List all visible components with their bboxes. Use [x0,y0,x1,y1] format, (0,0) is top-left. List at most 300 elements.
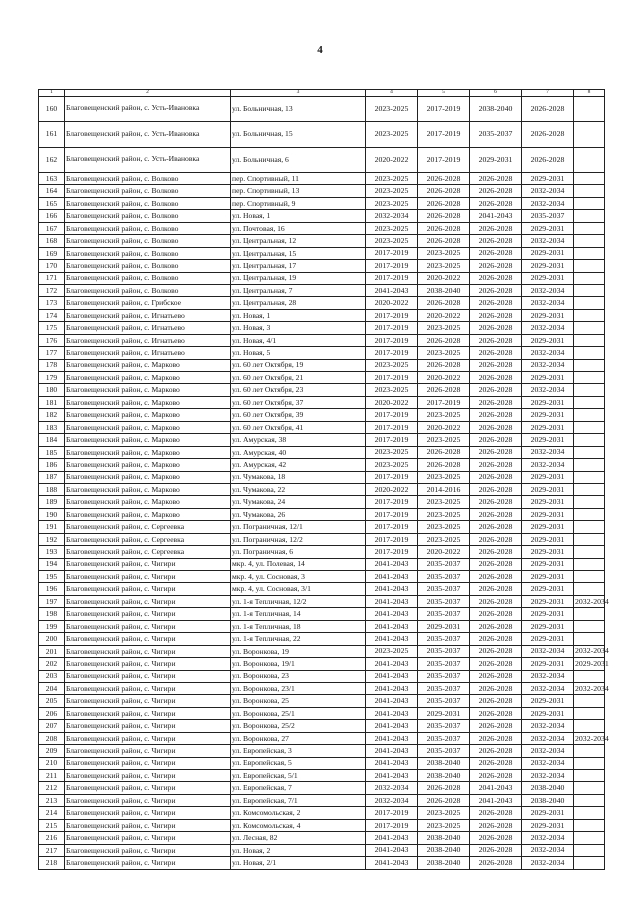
period-cell-5 [574,96,605,122]
period-cell-1: 2017-2019 [366,322,418,334]
period-cell-3: 2026-2028 [470,844,522,856]
period-cell-3: 2026-2028 [470,347,522,359]
street-cell: ул. 1-я Тепличная, 14 [231,608,366,620]
period-cell-4: 2029-2031 [522,334,574,346]
street-cell: ул. Центральная, 12 [231,235,366,247]
period-cell-2: 2038-2040 [418,757,470,769]
row-number: 201 [39,645,65,657]
period-cell-4: 2032-2034 [522,670,574,682]
table-row [39,732,605,744]
table-row [39,372,605,384]
period-cell-4: 2038-2040 [522,794,574,806]
schedule-table [38,89,609,870]
table-row [39,122,605,148]
period-cell-5: 2029-2031 [574,658,605,670]
period-cell-4: 2032-2034 [522,284,574,296]
period-cell-5 [574,359,605,371]
period-cell-4: 2032-2034 [522,235,574,247]
table-row [39,571,605,583]
period-cell-4: 2032-2034 [522,459,574,471]
district-cell: Благовещенский район, с. Чигири [65,770,231,782]
table-row [39,832,605,844]
table-row [39,409,605,421]
district-cell: Благовещенский район, с. Марково [65,459,231,471]
period-cell-3: 2026-2028 [470,334,522,346]
street-cell: ул. Европейская, 5/1 [231,770,366,782]
period-cell-2: 2029-2031 [418,620,470,632]
period-cell-2: 2026-2028 [418,185,470,197]
district-cell: Благовещенский район, с. Чигири [65,645,231,657]
period-cell-4: 2029-2031 [522,583,574,595]
street-cell: ул. Новая, 4/1 [231,334,366,346]
table-row [39,147,605,173]
street-cell: мкр. 4, ул. Сосновая, 3 [231,571,366,583]
period-cell-3: 2026-2028 [470,832,522,844]
row-number: 171 [39,272,65,284]
period-cell-4: 2032-2034 [522,347,574,359]
row-number: 160 [39,96,65,122]
row-number: 175 [39,322,65,334]
row-number: 188 [39,483,65,495]
table-row [39,844,605,856]
period-cell-2: 2035-2037 [418,670,470,682]
period-cell-3: 2026-2028 [470,446,522,458]
period-cell-1: 2017-2019 [366,309,418,321]
row-number: 177 [39,347,65,359]
period-cell-4: 2029-2031 [522,483,574,495]
table-row [39,633,605,645]
period-cell-2: 2038-2040 [418,832,470,844]
period-cell-5 [574,807,605,819]
period-cell-1: 2041-2043 [366,608,418,620]
district-cell: Благовещенский район, с. Марково [65,446,231,458]
street-cell: ул. 60 лет Октября, 37 [231,396,366,408]
row-number: 183 [39,421,65,433]
period-cell-4: 2026-2028 [522,122,574,148]
period-cell-2: 2035-2037 [418,583,470,595]
district-cell: Благовещенский район, с. Чигири [65,844,231,856]
row-number: 162 [39,147,65,173]
street-cell: ул. Чумакова, 22 [231,483,366,495]
period-cell-1: 2041-2043 [366,284,418,296]
period-cell-4: 2029-2031 [522,173,574,185]
period-cell-3: 2026-2028 [470,695,522,707]
street-cell: ул. Европейская, 7 [231,782,366,794]
district-cell: Благовещенский район, с. Волково [65,260,231,272]
row-number: 189 [39,496,65,508]
district-cell: Благовещенский район, с. Марково [65,372,231,384]
period-cell-5 [574,297,605,309]
period-cell-4: 2026-2028 [522,96,574,122]
period-cell-2: 2035-2037 [418,720,470,732]
period-cell-1: 2017-2019 [366,334,418,346]
row-number: 198 [39,608,65,620]
district-cell: Благовещенский район, с. Марково [65,359,231,371]
table-row [39,620,605,632]
period-cell-2: 2026-2028 [418,173,470,185]
period-cell-3: 2026-2028 [470,595,522,607]
district-cell: Благовещенский район, с. Чигири [65,558,231,570]
street-cell: ул. 1-я Тепличная, 12/2 [231,595,366,607]
row-number: 194 [39,558,65,570]
period-cell-2: 2020-2022 [418,546,470,558]
period-cell-1: 2020-2022 [366,483,418,495]
table-row [39,421,605,433]
row-number: 204 [39,682,65,694]
table-row [39,197,605,209]
table-row [39,235,605,247]
street-cell: ул. Почтовая, 16 [231,222,366,234]
district-cell: Благовещенский район, с. Чигири [65,583,231,595]
row-number: 167 [39,222,65,234]
row-number: 205 [39,695,65,707]
row-number: 217 [39,844,65,856]
row-number: 214 [39,807,65,819]
period-cell-4: 2032-2034 [522,832,574,844]
period-cell-1: 2017-2019 [366,421,418,433]
district-cell: Благовещенский район, с. Марково [65,396,231,408]
street-cell: ул. Центральная, 17 [231,260,366,272]
table-row [39,521,605,533]
period-cell-1: 2017-2019 [366,508,418,520]
district-cell: Благовещенский район, с. Чигири [65,670,231,682]
period-cell-4: 2029-2031 [522,496,574,508]
street-cell: пер. Спортивный, 11 [231,173,366,185]
table-row [39,670,605,682]
row-number: 209 [39,745,65,757]
table-row [39,782,605,794]
table-row [39,173,605,185]
period-cell-5 [574,533,605,545]
street-cell: ул. Больничная, 15 [231,122,366,148]
period-cell-1: 2020-2022 [366,147,418,173]
table-row [39,608,605,620]
period-cell-4: 2032-2034 [522,720,574,732]
street-cell: ул. Пограничная, 12/2 [231,533,366,545]
period-cell-5 [574,222,605,234]
district-cell: Благовещенский район, с. Чигири [65,620,231,632]
period-cell-5 [574,819,605,831]
period-cell-5 [574,173,605,185]
street-cell: мкр. 4, ул. Сосновая, 3/1 [231,583,366,595]
street-cell: пер. Спортивный, 9 [231,197,366,209]
street-cell: ул. Европейская, 7/1 [231,794,366,806]
period-cell-3: 2026-2028 [470,496,522,508]
table-row [39,396,605,408]
period-cell-3: 2026-2028 [470,260,522,272]
column-header: 3 [231,90,366,97]
period-cell-1: 2041-2043 [366,832,418,844]
period-cell-2: 2026-2028 [418,446,470,458]
period-cell-3: 2026-2028 [470,309,522,321]
period-cell-2: 2035-2037 [418,595,470,607]
period-cell-5 [574,409,605,421]
table-row [39,720,605,732]
period-cell-1: 2032-2034 [366,794,418,806]
period-cell-4: 2032-2034 [522,197,574,209]
period-cell-2: 2035-2037 [418,745,470,757]
period-cell-1: 2023-2025 [366,645,418,657]
period-cell-2: 2029-2031 [418,707,470,719]
period-cell-4: 2029-2031 [522,658,574,670]
period-cell-5 [574,247,605,259]
period-cell-1: 2017-2019 [366,260,418,272]
district-cell: Благовещенский район, с. Волково [65,247,231,259]
period-cell-2: 2023-2025 [418,260,470,272]
period-cell-2: 2035-2037 [418,682,470,694]
period-cell-2: 2017-2019 [418,396,470,408]
period-cell-4: 2029-2031 [522,409,574,421]
period-cell-3: 2026-2028 [470,658,522,670]
street-cell: ул. Центральная, 28 [231,297,366,309]
period-cell-2: 2020-2022 [418,372,470,384]
period-cell-5 [574,707,605,719]
row-number: 163 [39,173,65,185]
row-number: 199 [39,620,65,632]
period-cell-2: 2020-2022 [418,272,470,284]
street-cell: ул. Новая, 1 [231,210,366,222]
period-cell-1: 2023-2025 [366,446,418,458]
period-cell-5 [574,496,605,508]
street-cell: ул. 60 лет Октября, 21 [231,372,366,384]
street-cell: ул. Пограничная, 6 [231,546,366,558]
period-cell-2: 2026-2028 [418,197,470,209]
period-cell-5 [574,794,605,806]
district-cell: Благовещенский район, с. Волково [65,272,231,284]
period-cell-1: 2017-2019 [366,372,418,384]
period-cell-2: 2026-2028 [418,459,470,471]
column-header: 2 [65,90,231,97]
street-cell: ул. Комсомольская, 4 [231,819,366,831]
street-cell: ул. Комсомольская, 2 [231,807,366,819]
period-cell-5 [574,309,605,321]
period-cell-3: 2041-2043 [470,782,522,794]
period-cell-1: 2041-2043 [366,620,418,632]
period-cell-2: 2038-2040 [418,857,470,869]
row-number: 192 [39,533,65,545]
period-cell-1: 2017-2019 [366,521,418,533]
district-cell: Благовещенский район, с. Марково [65,471,231,483]
street-cell: ул. 60 лет Октября, 39 [231,409,366,421]
period-cell-3: 2026-2028 [470,857,522,869]
period-cell-4: 2029-2031 [522,309,574,321]
district-cell: Благовещенский район, с. Чигири [65,658,231,670]
period-cell-5 [574,384,605,396]
period-cell-3: 2026-2028 [470,322,522,334]
period-cell-2: 2023-2025 [418,409,470,421]
period-cell-3: 2026-2028 [470,372,522,384]
row-number: 172 [39,284,65,296]
period-cell-1: 2032-2034 [366,210,418,222]
period-cell-5 [574,334,605,346]
period-cell-3: 2026-2028 [470,533,522,545]
street-cell: ул. 1-я Тепличная, 18 [231,620,366,632]
period-cell-3: 2026-2028 [470,583,522,595]
period-cell-1: 2041-2043 [366,583,418,595]
period-cell-5 [574,122,605,148]
table-row [39,222,605,234]
period-cell-3: 2026-2028 [470,459,522,471]
period-cell-5 [574,471,605,483]
period-cell-2: 2023-2025 [418,471,470,483]
period-cell-2: 2026-2028 [418,210,470,222]
period-cell-2: 2035-2037 [418,645,470,657]
period-cell-3: 2026-2028 [470,620,522,632]
period-cell-5 [574,483,605,495]
period-cell-3: 2041-2043 [470,210,522,222]
period-cell-2: 2035-2037 [418,732,470,744]
table-row [39,322,605,334]
row-number: 190 [39,508,65,520]
period-cell-4: 2032-2034 [522,844,574,856]
district-cell: Благовещенский район, с. Чигири [65,832,231,844]
table-row [39,359,605,371]
period-cell-1: 2041-2043 [366,707,418,719]
period-cell-4: 2029-2031 [522,571,574,583]
street-cell: ул. Амурская, 38 [231,434,366,446]
row-number: 169 [39,247,65,259]
table-row [39,347,605,359]
period-cell-3: 2026-2028 [470,608,522,620]
street-cell: ул. Чумакова, 24 [231,496,366,508]
table-row [39,334,605,346]
district-cell: Благовещенский район, с. Марково [65,508,231,520]
period-cell-4: 2029-2031 [522,620,574,632]
street-cell: ул. Центральная, 19 [231,272,366,284]
period-cell-4: 2029-2031 [522,471,574,483]
street-cell: ул. 60 лет Октября, 23 [231,384,366,396]
period-cell-2: 2023-2025 [418,508,470,520]
period-cell-5: 2032-2034 [574,595,605,607]
period-cell-5 [574,745,605,757]
period-cell-3: 2026-2028 [470,670,522,682]
district-cell: Благовещенский район, с. Чигири [65,707,231,719]
table-row [39,272,605,284]
period-cell-1: 2023-2025 [366,122,418,148]
street-cell: ул. Европейская, 5 [231,757,366,769]
table-row [39,757,605,769]
row-number: 181 [39,396,65,408]
period-cell-5 [574,720,605,732]
table-row [39,770,605,782]
period-cell-5 [574,260,605,272]
period-cell-5 [574,583,605,595]
street-cell: ул. Центральная, 7 [231,284,366,296]
district-cell: Благовещенский район, с. Волково [65,173,231,185]
period-cell-5 [574,558,605,570]
row-number: 168 [39,235,65,247]
period-cell-5 [574,446,605,458]
period-cell-3: 2029-2031 [470,147,522,173]
period-cell-1: 2032-2034 [366,782,418,794]
row-number: 203 [39,670,65,682]
period-cell-3: 2026-2028 [470,297,522,309]
period-cell-1: 2017-2019 [366,247,418,259]
period-cell-5 [574,396,605,408]
period-cell-1: 2041-2043 [366,695,418,707]
period-cell-4: 2029-2031 [522,260,574,272]
period-cell-4: 2029-2031 [522,558,574,570]
row-number: 182 [39,409,65,421]
table-row [39,645,605,657]
table-row [39,745,605,757]
row-number: 180 [39,384,65,396]
period-cell-1: 2023-2025 [366,459,418,471]
period-cell-2: 2038-2040 [418,844,470,856]
period-cell-2: 2023-2025 [418,322,470,334]
row-number: 166 [39,210,65,222]
period-cell-3: 2026-2028 [470,546,522,558]
period-cell-5 [574,571,605,583]
period-cell-3: 2026-2028 [470,272,522,284]
period-cell-4: 2029-2031 [522,633,574,645]
district-cell: Благовещенский район, с. Чигири [65,745,231,757]
table-row [39,508,605,520]
period-cell-3: 2026-2028 [470,819,522,831]
period-cell-2: 2035-2037 [418,633,470,645]
table-row [39,794,605,806]
period-cell-5 [574,844,605,856]
row-number: 208 [39,732,65,744]
table-row [39,819,605,831]
period-cell-1: 2017-2019 [366,471,418,483]
district-cell: Благовещенский район, с. Марково [65,409,231,421]
period-cell-5 [574,197,605,209]
period-cell-4: 2029-2031 [522,807,574,819]
district-cell: Благовещенский район, с. Сергеевка [65,521,231,533]
period-cell-2: 2023-2025 [418,434,470,446]
period-cell-3: 2026-2028 [470,633,522,645]
period-cell-3: 2026-2028 [470,645,522,657]
table-row [39,446,605,458]
period-cell-4: 2032-2034 [522,857,574,869]
district-cell: Благовещенский район, с. Грибское [65,297,231,309]
table-row [39,247,605,259]
column-header: 1 [39,90,65,97]
period-cell-3: 2026-2028 [470,396,522,408]
period-cell-2: 2035-2037 [418,608,470,620]
period-cell-3: 2026-2028 [470,235,522,247]
period-cell-3: 2026-2028 [470,421,522,433]
period-cell-4: 2032-2034 [522,682,574,694]
street-cell: ул. Лесная, 82 [231,832,366,844]
period-cell-1: 2023-2025 [366,359,418,371]
period-cell-5 [574,521,605,533]
period-cell-3: 2026-2028 [470,247,522,259]
district-cell: Благовещенский район, с. Чигири [65,819,231,831]
period-cell-5 [574,347,605,359]
street-cell: ул. Воронкова, 19 [231,645,366,657]
table-row [39,471,605,483]
period-cell-3: 2038-2040 [470,96,522,122]
row-number: 178 [39,359,65,371]
period-cell-1: 2041-2043 [366,670,418,682]
street-cell: ул. Больничная, 13 [231,96,366,122]
period-cell-1: 2020-2022 [366,297,418,309]
table-row [39,682,605,694]
column-header: 8 [574,90,605,97]
period-cell-4: 2032-2034 [522,745,574,757]
street-cell: ул. Воронкова, 25 [231,695,366,707]
street-cell: ул. Воронкова, 27 [231,732,366,744]
table-row [39,496,605,508]
district-cell: Благовещенский район, с. Чигири [65,682,231,694]
period-cell-1: 2020-2022 [366,396,418,408]
period-cell-4: 2029-2031 [522,608,574,620]
page-number: 4 [317,44,323,56]
street-cell: ул. Воронкова, 23 [231,670,366,682]
period-cell-5 [574,757,605,769]
